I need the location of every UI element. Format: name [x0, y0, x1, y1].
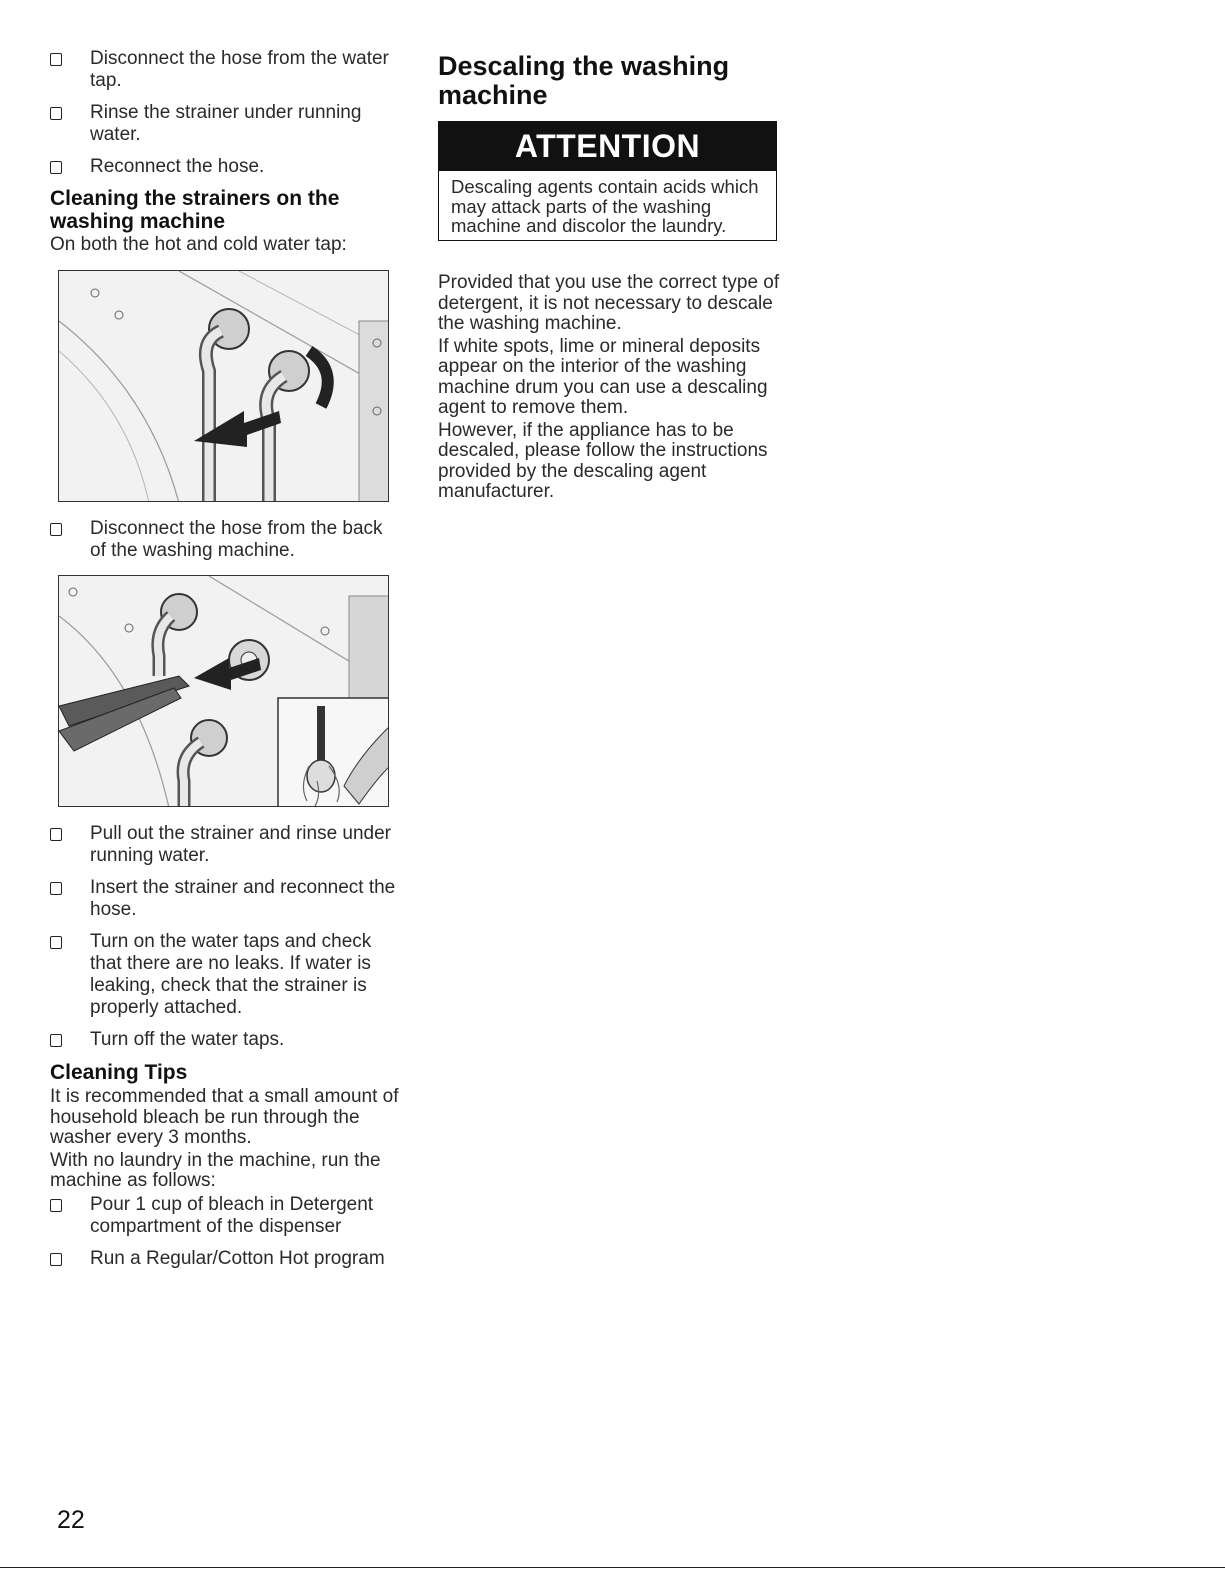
- checkbox-icon: [50, 882, 62, 895]
- checkbox-icon: [50, 1253, 62, 1266]
- strainer-pliers-illustration: [59, 576, 389, 807]
- strainers-intro: On both the hot and cold water tap:: [50, 234, 347, 255]
- page-number: 22: [57, 1506, 85, 1534]
- descaling-para1: Provided that you use the correct type of detergent, it is not necessary to descale the washing machine.: [438, 272, 780, 334]
- checkbox-icon: [50, 161, 62, 174]
- checklist-item: Turn on the water taps and check that there are no leaks. If water is leaking, check that the strainer is properly attached.: [50, 931, 400, 1019]
- figure-hose-at-tap: [58, 270, 389, 502]
- checkbox-icon: [50, 936, 62, 949]
- descaling-para2: If white spots, lime or mineral deposits appear on the interior of the washing machine drum you can use a descaling agent to remove them.: [438, 335, 768, 418]
- attention-label: ATTENTION: [439, 122, 776, 171]
- right-column: [438, 52, 783, 110]
- checklist-item: Insert the strainer and reconnect the hose.: [50, 877, 400, 921]
- descaling-heading: Descaling the washing machine: [438, 51, 730, 110]
- checklist-item: Disconnect the hose from the back of the washing machine.: [50, 518, 400, 562]
- checkbox-icon: [50, 107, 62, 120]
- checkbox-icon: [50, 1034, 62, 1047]
- checklist-item: Rinse the strainer under running water.: [50, 102, 400, 146]
- cleaning-tips-para1: It is recommended that a small amount of household bleach be run through the washer every 3 months.: [50, 1086, 399, 1148]
- checkbox-icon: [50, 828, 62, 841]
- bottom-rule: [0, 1567, 1225, 1568]
- attention-text: Descaling agents contain acids which may attack parts of the washing machine and discolor the laundry.: [451, 176, 759, 236]
- cleaning-tips-para2: With no laundry in the machine, run the machine as follows:: [50, 1149, 381, 1191]
- strainer-steps: [50, 823, 400, 1270]
- cleaning-tips-heading: Cleaning Tips: [50, 1061, 188, 1084]
- attention-box: [438, 121, 777, 241]
- checklist-item: Run a Regular/Cotton Hot program: [50, 1248, 400, 1270]
- strainers-heading: Cleaning the strainers on the washing machine: [50, 187, 340, 233]
- checklist-item: Pour 1 cup of bleach in Detergent compartment of the dispenser: [50, 1194, 400, 1238]
- checklist-item: Reconnect the hose.: [50, 156, 400, 178]
- checkbox-icon: [50, 53, 62, 66]
- checklist-item: Disconnect the hose from the water tap.: [50, 48, 400, 92]
- descaling-body: [438, 273, 783, 503]
- checklist-item: Pull out the strainer and rinse under running water.: [50, 823, 400, 867]
- hose-tap-illustration: [59, 271, 389, 502]
- descaling-para3: However, if the appliance has to be descaled, please follow the instructions provided by the descaling agent manufacturer.: [438, 419, 768, 502]
- checkbox-icon: [50, 1199, 62, 1212]
- figure-pull-strainer: [58, 575, 389, 807]
- checklist-item: Turn off the water taps.: [50, 1029, 400, 1051]
- checkbox-icon: [50, 523, 62, 536]
- left-column: [50, 48, 400, 256]
